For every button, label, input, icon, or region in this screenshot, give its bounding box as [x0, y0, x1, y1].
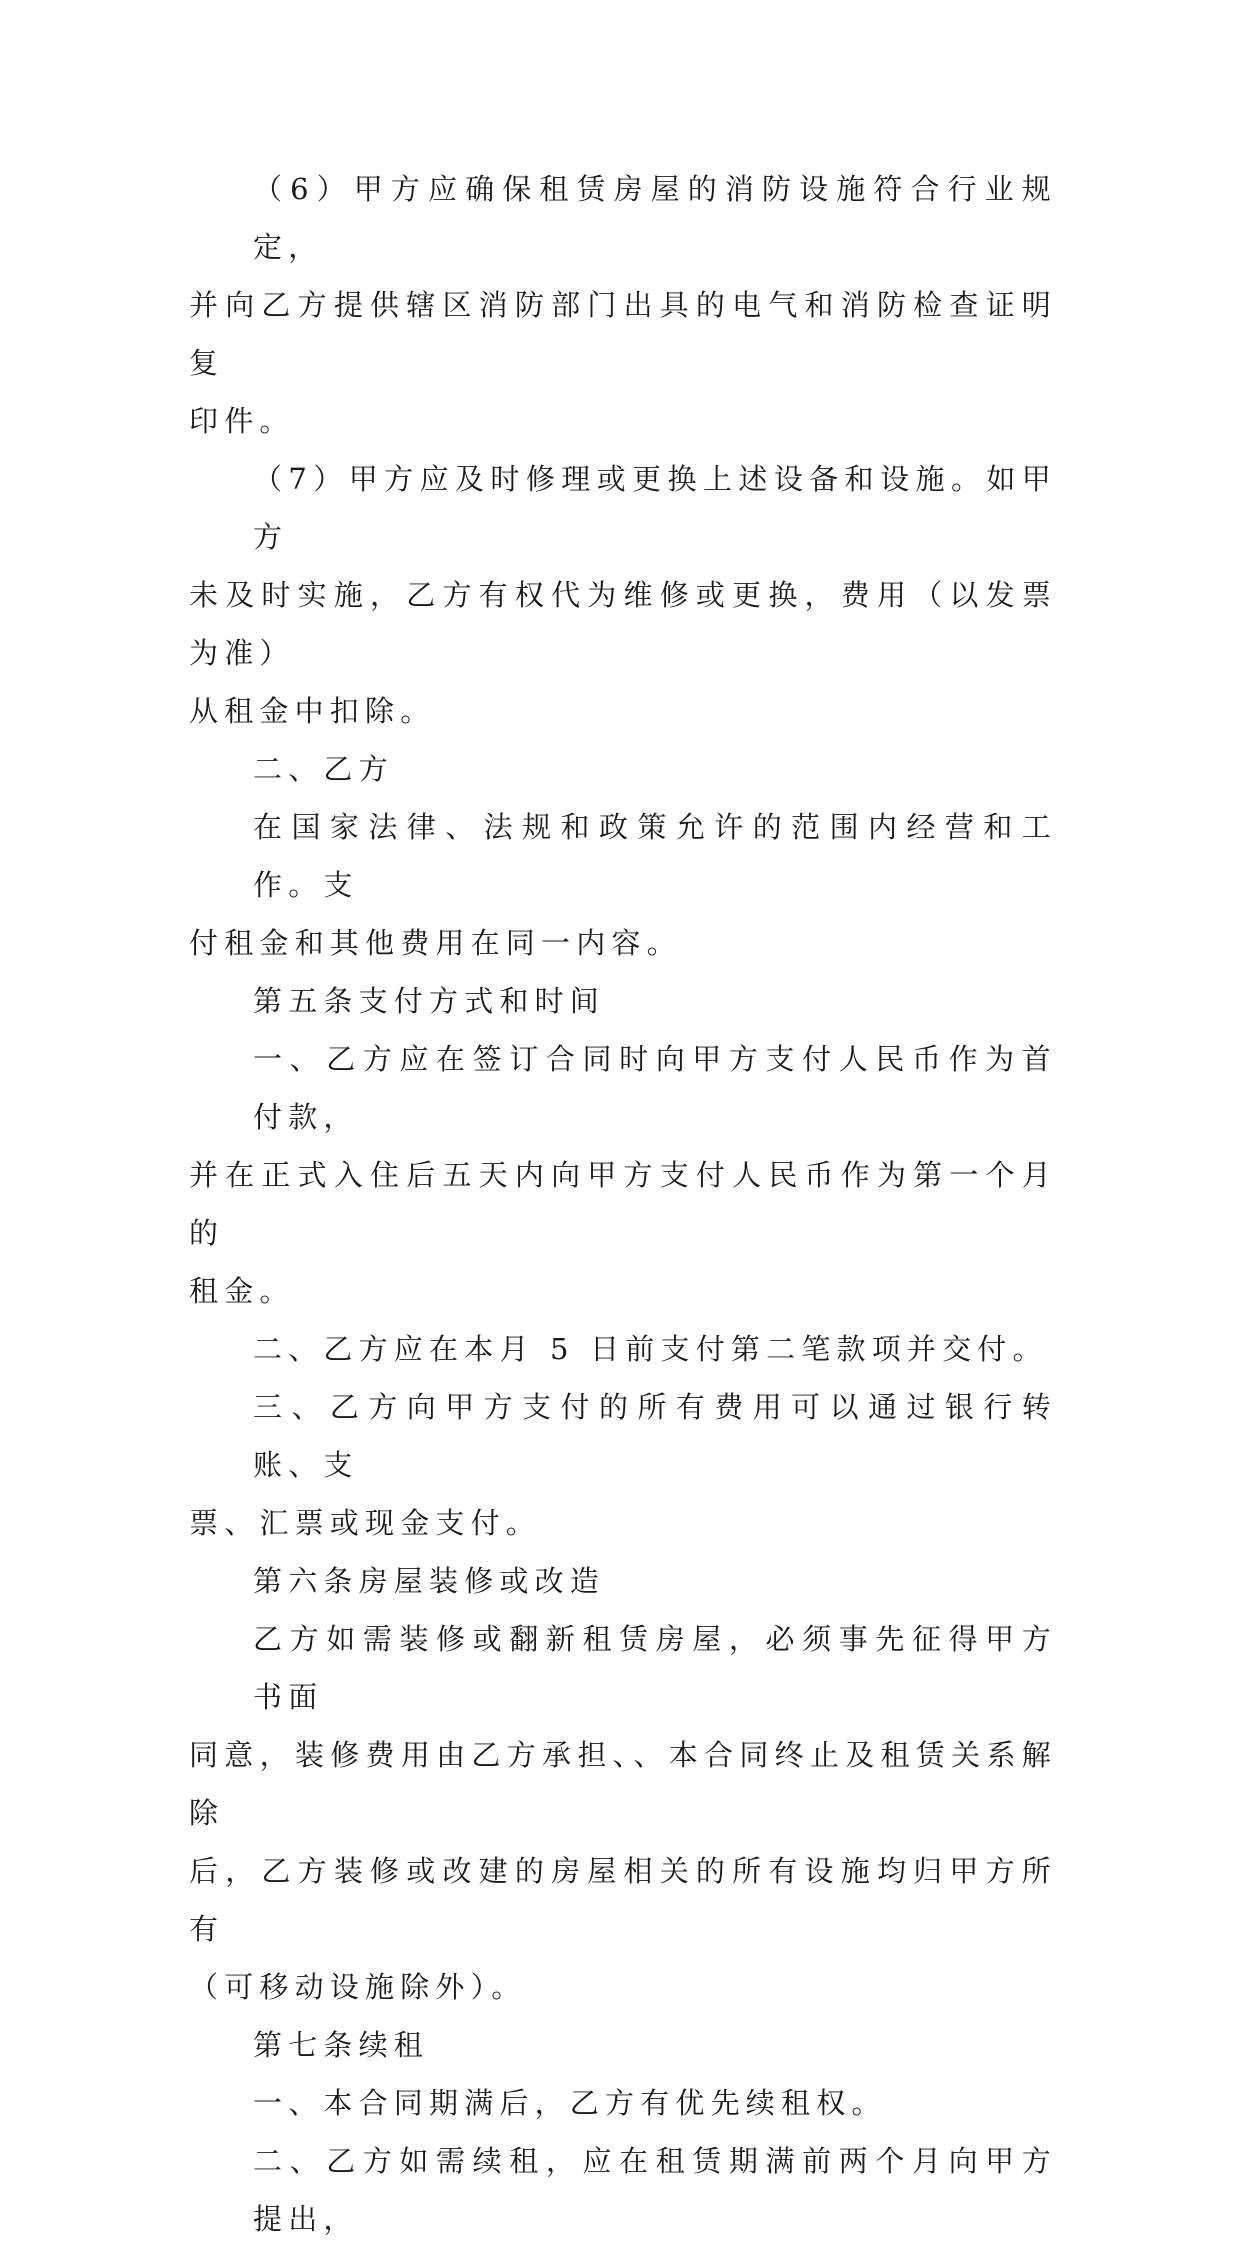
article-heading-7 [189, 2016, 1057, 2074]
paragraph-renovation [189, 1610, 1057, 2016]
text-line: （7）甲方应及时修理或更换上述设备和设施。如甲方 [253, 462, 1057, 554]
text-line: 印件。 [189, 404, 295, 438]
text-line: 二、乙方应在本月 5 日前支付第二笔款项并交付。 [253, 1332, 1048, 1366]
section-heading-party-b [189, 740, 1057, 798]
paragraph-fire-safety [189, 160, 1057, 450]
text-line: 第六条房屋装修或改造 [253, 1564, 606, 1598]
paragraph-renewal-2 [189, 2132, 1057, 2248]
text-line: 三、乙方向甲方支付的所有费用可以通过银行转账、支 [253, 1390, 1057, 1482]
text-line: 一、乙方应在签订合同时向甲方支付人民币作为首付款， [253, 1042, 1057, 1134]
document-body [189, 160, 1057, 2248]
text-line: 未及时实施，乙方有权代为维修或更换，费用（以发票为准） [189, 578, 1057, 670]
paragraph-payment-3 [189, 1378, 1057, 1552]
text-line: 票、汇票或现金支付。 [189, 1506, 542, 1540]
article-heading-5 [189, 972, 1057, 1030]
text-line: 一、本合同期满后，乙方有优先续租权。 [253, 2086, 887, 2120]
article-heading-6 [189, 1552, 1057, 1610]
text-line: 租金。 [189, 1274, 295, 1308]
text-line: 在国家法律、法规和政策允许的范围内经营和工作。支 [253, 810, 1057, 902]
paragraph-repair [189, 450, 1057, 740]
text-line: （6）甲方应确保租赁房屋的消防设施符合行业规定， [253, 172, 1057, 264]
text-line: 付租金和其他费用在同一内容。 [189, 926, 682, 960]
text-line: 从租金中扣除。 [189, 694, 436, 728]
paragraph-party-b-scope [189, 798, 1057, 972]
text-line: 第五条支付方式和时间 [253, 984, 606, 1018]
paragraph-payment-2 [189, 1320, 1057, 1378]
text-line: 二、乙方如需续租，应在租赁期满前两个月向甲方提出， [253, 2144, 1057, 2236]
text-line: 二、乙方 [253, 752, 394, 786]
text-line: （可移动设施除外）。 [189, 1970, 527, 2004]
text-line: 并在正式入住后五天内向甲方支付人民币作为第一个月的 [189, 1158, 1057, 1250]
paragraph-payment-1 [189, 1030, 1057, 1320]
text-line: 同意，装修费用由乙方承担、、本合同终止及租赁关系解除 [189, 1738, 1057, 1830]
text-line: 并向乙方提供辖区消防部门出具的电气和消防检查证明复 [189, 288, 1057, 380]
text-line: 乙方如需装修或翻新租赁房屋，必须事先征得甲方书面 [253, 1622, 1057, 1714]
text-line: 后，乙方装修或改建的房屋相关的所有设施均归甲方所有 [189, 1854, 1057, 1946]
paragraph-renewal-1 [189, 2074, 1057, 2132]
text-line: 第七条续租 [253, 2028, 430, 2062]
